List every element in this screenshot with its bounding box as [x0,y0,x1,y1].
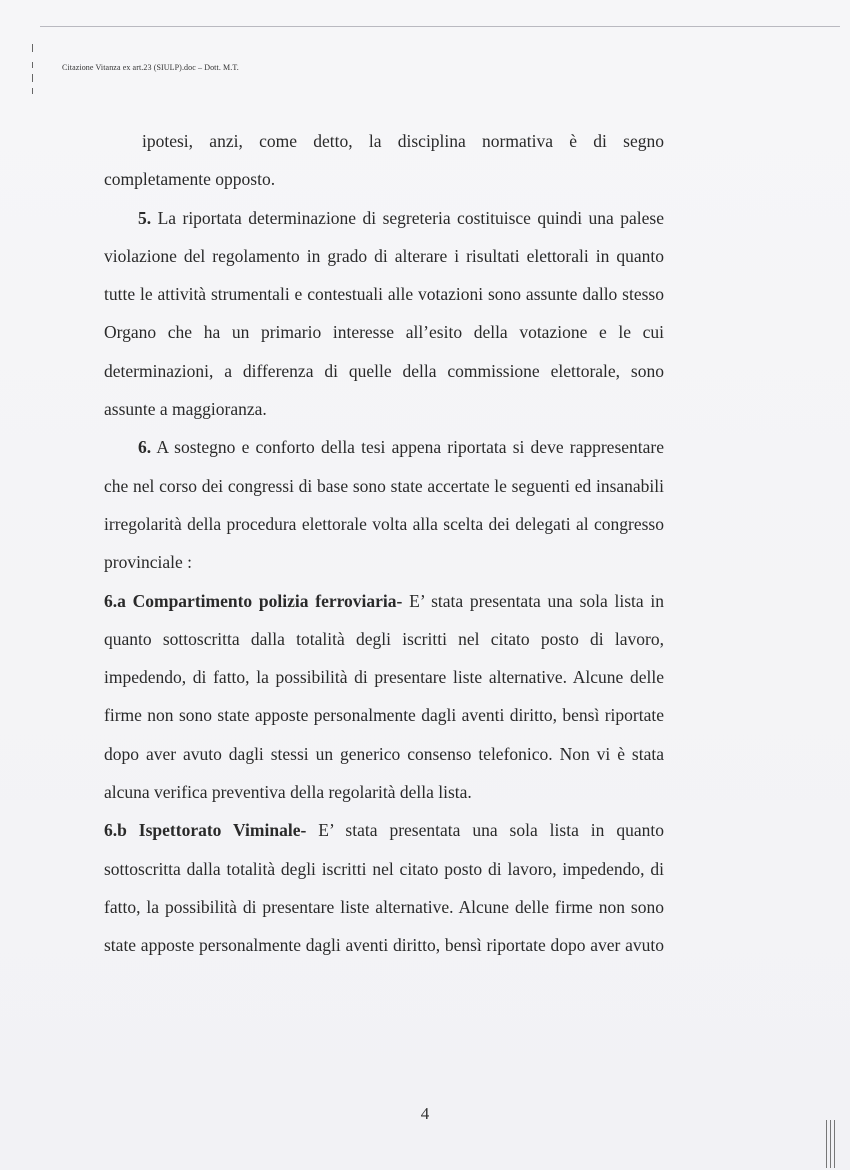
paragraph-5 [104,199,664,429]
paragraph-text: E’ stata presentata una sola lista in quanto sottoscritta dalla totalità degli iscritti nel citato posto di lavoro, impedendo, di fatto, la possibilità di presentare liste alternative. Alcune delle firme non sono state apposte personalmente dagli aventi diritto, bensì riportate dopo aver avuto dagli stessi un generico consenso telefonico. Non vi è stata alcuna verifica preventiva della regolarità della lista. [104,590,665,803]
top-edge-line [40,26,840,27]
paragraph-number: 5. [138,207,152,228]
paragraph-text: ipotesi, anzi, come detto, la disciplina normativa è di segno completamente opposto. [104,131,664,190]
document-header: Citazione Vitanza ex art.23 (SIULP).doc – Dott. M.T. [62,63,239,72]
subsection-heading: 6.b Ispettorato Viminale- [104,820,307,841]
scan-edge-marks [826,1120,836,1168]
page-number: 4 [420,1104,430,1123]
paragraph-6 [104,428,664,581]
subsection-heading: 6.a Compartimento polizia ferroviaria- [104,590,403,611]
paragraph-number: 6. [138,437,152,458]
paragraph-text: A sostegno e conforto della tesi appena riportata si deve rappresentare che nel corso dei congressi di base sono state accertate le seguenti ed insanabili irregolarità della procedura elettorale volta alla scelta dei delegati al congresso provinciale : [104,437,664,573]
paragraph-continuation [104,122,664,199]
body-text [104,122,664,965]
paragraph-6a [104,582,664,812]
paragraph-text: La riportata determinazione di segreteria costituisce quindi una palese violazione del regolamento in grado di alterare i risultati elettorali in quanto tutte le attività strumentali e contestuali alle votazioni sono assunte dallo stesso Organo che ha un primario interesse all’esito della votazione e le cui determinazioni, a differenza di quelle della commissione elettorale, sono assunte a maggioranza. [104,207,664,420]
paragraph-6b [104,811,664,964]
paragraph-text: E’ stata presentata una sola lista in quanto sottoscritta dalla totalità degli iscritti nel citato posto di lavoro, impedendo, di fatto, la possibilità di presentare liste alternative. Alcune delle firme non sono state apposte personalmente dagli aventi diritto, bensì riportate dopo aver avuto [104,820,664,956]
binding-margin-marks [30,40,38,140]
